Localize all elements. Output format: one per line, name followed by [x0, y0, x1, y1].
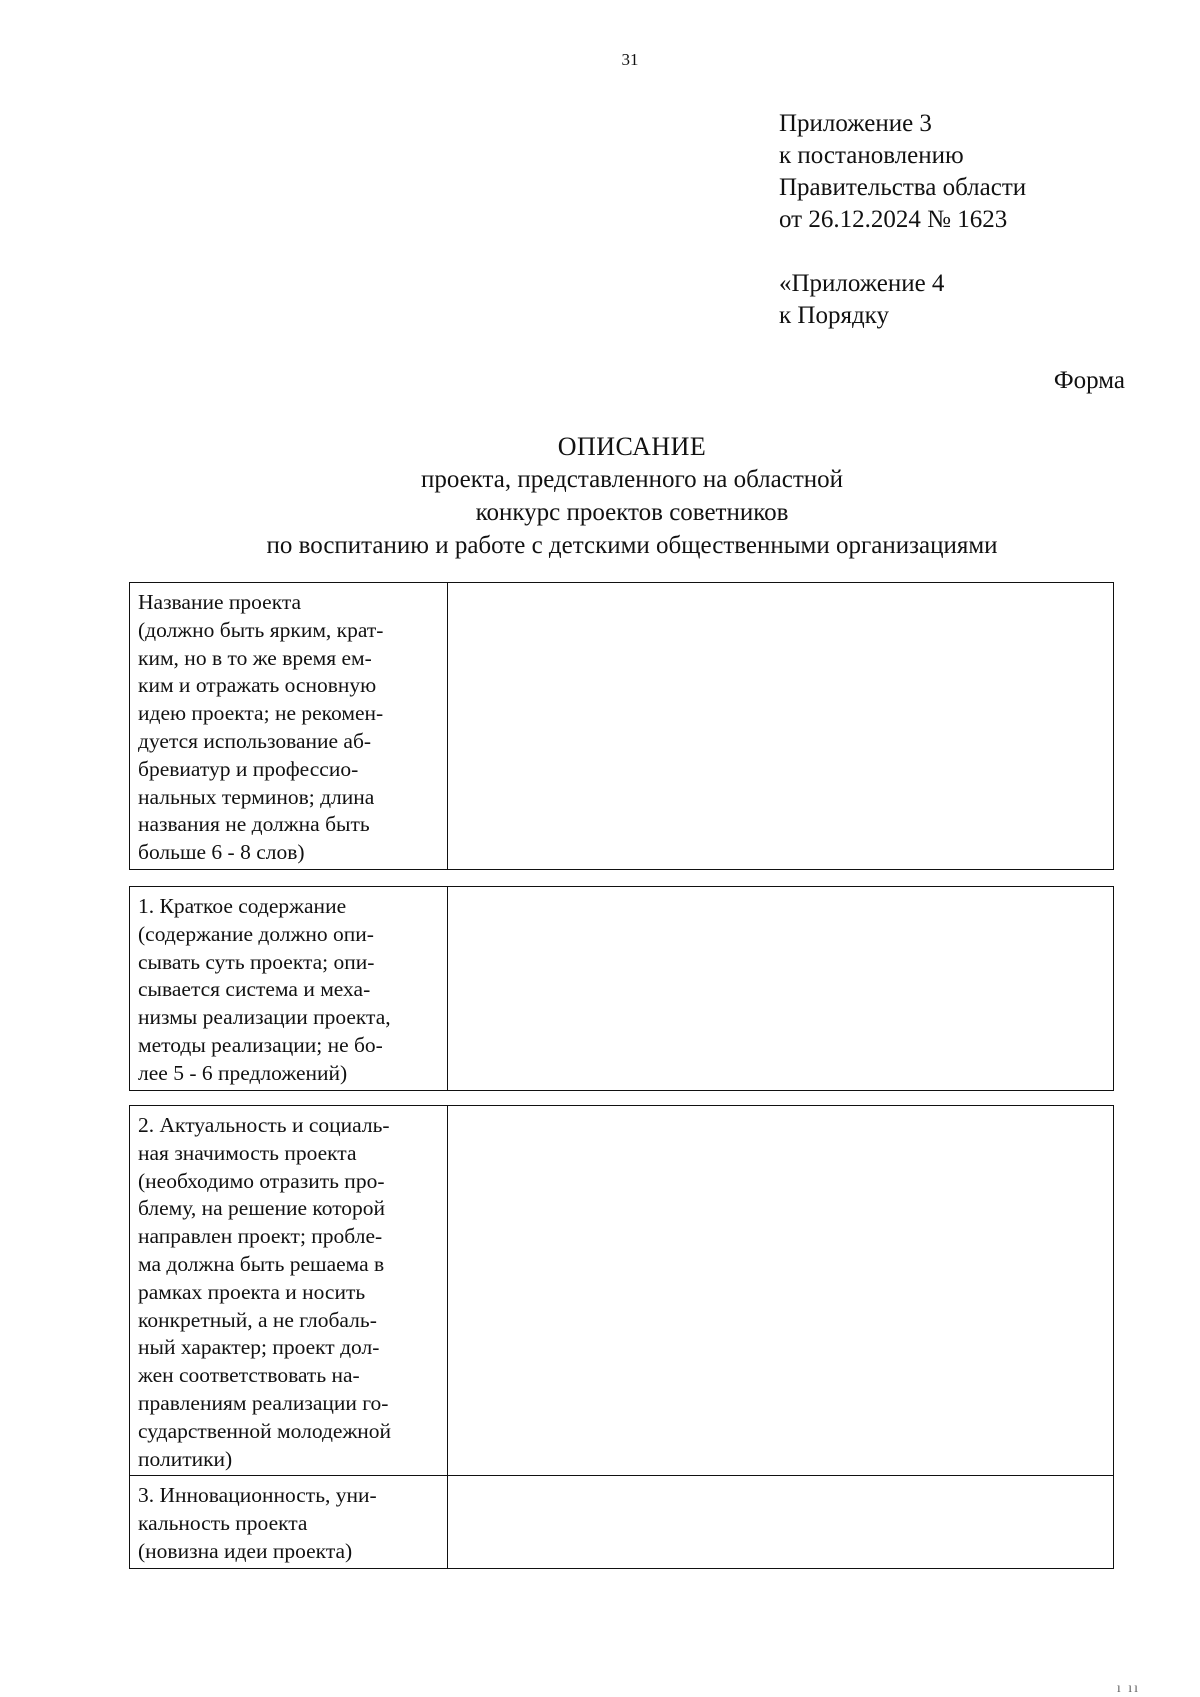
appendix-line: к постановлению	[779, 142, 964, 169]
label-line: ким и отражать основную	[138, 673, 377, 698]
form-label: Форма	[1053, 367, 1125, 394]
label-line: направлен проект; пробле-	[138, 1224, 383, 1249]
label-cell	[130, 583, 448, 870]
label-line: 1. Краткое содержание	[138, 894, 347, 918]
label-line: ким, но в то же время ем-	[138, 645, 372, 670]
table-row	[130, 887, 1114, 1091]
value-cell[interactable]	[448, 583, 1114, 870]
label-line: ма должна быть решаема в	[138, 1251, 385, 1276]
document-title	[0, 430, 1200, 562]
label-line: больше 6 - 8 слов)	[138, 840, 305, 865]
appendix-line: Приложение 3	[779, 110, 932, 137]
label-line: ный характер; проект дол-	[138, 1335, 380, 1360]
label-line: низмы реализации проекта,	[138, 1005, 391, 1030]
appendix-header	[779, 108, 1026, 236]
label-cell	[130, 1476, 448, 1568]
label-line: жен соответствовать на-	[138, 1363, 360, 1388]
label-line: рамках проекта и носить	[138, 1279, 366, 1304]
form-table-project-name	[129, 582, 1114, 870]
label-cell	[130, 887, 448, 1091]
label-line: дуется использование аб-	[138, 728, 372, 753]
table-row	[130, 1106, 1114, 1476]
label-line: бревиатур и профессио-	[138, 756, 359, 781]
label-line: идею проекта; не рекомен-	[138, 701, 384, 726]
value-cell[interactable]	[448, 1476, 1114, 1568]
label-line: нальных терминов; длина	[138, 784, 375, 809]
label-line: сывается система и меха-	[138, 977, 371, 1002]
label-line: (новизна идеи проекта)	[138, 1538, 353, 1563]
title-heading: ОПИСАНИЕ	[557, 432, 707, 461]
label-line: кальность проекта	[138, 1511, 308, 1536]
title-line: по воспитанию и работе с детскими общественными организациями	[266, 532, 998, 559]
form-table-relevance	[129, 1105, 1114, 1569]
appendix-header-2	[779, 268, 944, 332]
label-line: 3. Инновационность, уни-	[138, 1483, 377, 1508]
label-line: (содержание должно опи-	[138, 921, 374, 946]
page-number: 31	[621, 50, 639, 69]
value-cell[interactable]	[448, 1106, 1114, 1476]
label-line: конкретный, а не глобаль-	[138, 1307, 377, 1332]
label-line: сывать суть проекта; опи-	[138, 949, 375, 974]
table-row	[130, 1476, 1114, 1568]
label-line: Название проекта	[138, 590, 302, 614]
label-line: 2. Актуальность и социаль-	[138, 1113, 390, 1137]
label-line: блему, на решение которой	[138, 1196, 386, 1221]
label-line: ная значимость проекта	[138, 1140, 357, 1165]
title-line: конкурс проектов советников	[475, 499, 789, 526]
table-row	[130, 583, 1114, 870]
appendix-line: к Порядку	[779, 302, 889, 329]
appendix-line: Правительства области	[779, 174, 1027, 201]
label-line: политики)	[138, 1446, 233, 1471]
value-cell[interactable]	[448, 887, 1114, 1091]
label-line: правлениям реализации го-	[138, 1390, 389, 1415]
appendix-line: от 26.12.2024 № 1623	[779, 206, 1008, 233]
label-cell	[130, 1106, 448, 1476]
label-line: сударственной молодежной	[138, 1418, 392, 1443]
appendix-line: «Приложение 4	[779, 270, 945, 297]
label-line: (должно быть ярким, крат-	[138, 617, 384, 642]
label-line: названия не должна быть	[138, 812, 370, 837]
title-line: проекта, представленного на областной	[420, 466, 844, 493]
label-line: методы реализации; не бо-	[138, 1032, 383, 1057]
footer-marks: ı ıı	[1116, 1681, 1140, 1696]
label-line: лее 5 - 6 предложений)	[138, 1060, 348, 1085]
label-line: (необходимо отразить про-	[138, 1168, 385, 1193]
form-table-summary	[129, 886, 1114, 1091]
